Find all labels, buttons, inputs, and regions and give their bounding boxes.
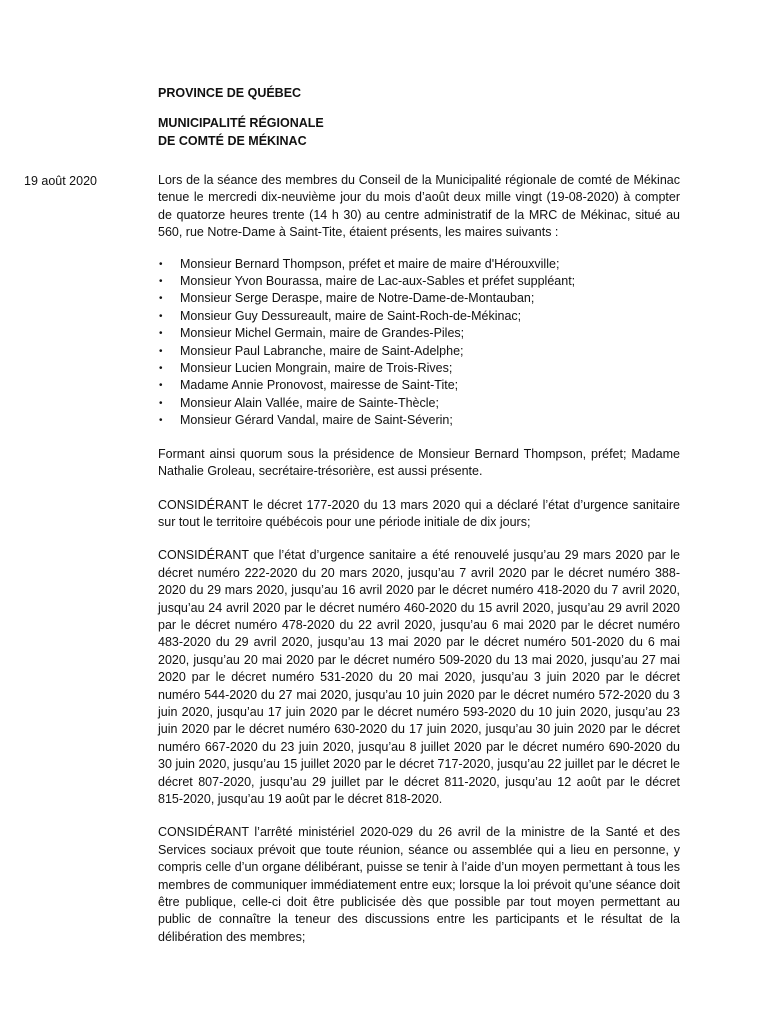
mayor-entry: Monsieur Bernard Thompson, préfet et maire de maire d'Hérouxville; [180, 256, 560, 271]
bullet-icon: • [159, 397, 163, 409]
list-item [158, 412, 680, 429]
mayors-list [158, 256, 680, 430]
bullet-icon: • [159, 293, 163, 305]
intro-paragraph: Lors de la séance des membres du Conseil de la Municipalité régionale de comté de Mékinac tenue le mercredi dix-neuvième jour du mois d’août deux mille vingt (19-08-2020) à compter de quatorze heures trente (14 h 30) au centre administratif de la MRC de Mékinac, situé au 560, rue Notre-Dame à Saint-Tite, étaient présents, les maires suivants : [158, 173, 680, 240]
bullet-icon: • [159, 276, 163, 288]
considerant-paragraph-2: CONSIDÉRANT que l’état d’urgence sanitaire a été renouvelé jusqu’au 29 mars 2020 par le décret numéro 222-2020 du 20 mars 2020, jusqu’au 7 avril 2020 par le décret numéro 388-2020 du 29 mars 2020, jusqu’au 16 avril 2020 par le décret numéro 418-2020 du 7 avril 2020, jusqu’au 24 avril 2020 par le décret numéro 460-2020 du 15 avril 2020, jusqu’au 29 avril 2020 par le décret numéro 478-2020 du 22 avril 2020, jusqu’au 6 mai 2020 par le décret numéro 483-2020 du 29 avril 2020, jusqu’au 13 mai 2020 par le décret numéro 501-2020 du 6 mai 2020, jusqu’au 20 mai 2020 par le décret numéro 509-2020 du 13 mai 2020, jusqu’au 27 mai 2020 par le décret numéro 531-2020 du 20 mai 2020, jusqu’au 3 juin 2020 par le décret numéro 544-2020 du 27 mai 2020, jusqu’au 10 juin 2020 par le décret numéro 572-2020 du 3 juin 2020, jusqu’au 17 juin 2020 par le décret numéro 593-2020 du 10 juin 2020, jusqu’au 23 juin 2020 par le décret numéro 630-2020 du 17 juin 2020, jusqu’au 30 juin 2020 par le décret numéro 667-2020 du 23 juin 2020, jusqu’au 8 juillet 2020 par le décret numéro 690-2020 du 30 juin 2020, jusqu’au 15 juillet 2020 par le décret 717-2020, jusqu’au 22 juillet par le décret le décret 807-2020, jusqu’au 29 juillet par le décret 811-2020, jusqu’au 12 août par le décret 815-2020, jusqu’au 19 août par le décret 818-2020. [158, 548, 680, 806]
quorum-paragraph: Formant ainsi quorum sous la présidence de Monsieur Bernard Thompson, préfet; Madame Nathalie Groleau, secrétaire-trésorière, est aussi présente. [158, 446, 680, 479]
list-item [158, 308, 680, 325]
mayor-entry: Monsieur Michel Germain, maire de Grandes-Piles; [180, 326, 465, 341]
mrc-heading-line-1: MUNICIPALITÉ RÉGIONALE [158, 116, 324, 130]
bullet-icon: • [159, 380, 163, 392]
province-heading: PROVINCE DE QUÉBEC [158, 86, 302, 100]
list-item [158, 290, 680, 307]
list-item [158, 273, 680, 290]
mayor-entry: Monsieur Gérard Vandal, maire de Saint-Séverin; [180, 413, 453, 428]
mayor-entry: Monsieur Lucien Mongrain, maire de Trois-Rives; [180, 361, 453, 376]
bullet-icon: • [159, 258, 163, 270]
considerant-paragraph-3: CONSIDÉRANT l’arrêté ministériel 2020-029 du 26 avril de la ministre de la Santé et des Services sociaux prévoit que toute réunion, séance ou assemblée qui a lieu en personne, y compris celle d’un organe délibérant, puisse se tenir à l’aide d’un moyen permettant à tous les membres de communiquer immédiatement entre eux; lorsque la loi prévoit qu’une séance doit être publique, celle-ci doit être publicisée dès que possible par tout moyen permettant au public de connaître la teneur des discussions entre les participants et le résultat de la délibération des membres; [158, 825, 680, 944]
list-item [158, 395, 680, 412]
document-header [158, 84, 688, 150]
bullet-icon: • [159, 363, 163, 375]
bullet-icon: • [159, 310, 163, 322]
list-item [158, 343, 680, 360]
mayor-entry: Monsieur Paul Labranche, maire de Saint-Adelphe; [180, 343, 464, 358]
mayor-entry: Monsieur Alain Vallée, maire de Sainte-Thècle; [180, 395, 439, 410]
bullet-icon: • [159, 328, 163, 340]
mayor-entry: Madame Annie Pronovost, mairesse de Saint-Tite; [180, 378, 459, 393]
margin-date: 19 août 2020 [24, 174, 97, 188]
mrc-heading-line-2: DE COMTÉ DE MÉKINAC [158, 134, 307, 148]
mayor-entry: Monsieur Serge Deraspe, maire de Notre-Dame-de-Montauban; [180, 291, 535, 306]
considerant-paragraph-1: CONSIDÉRANT le décret 177-2020 du 13 mars 2020 qui a déclaré l’état d’urgence sanitaire sur tout le territoire québécois pour une période initiale de dix jours; [158, 497, 680, 529]
bullet-icon: • [159, 345, 163, 357]
mayor-entry: Monsieur Guy Dessureault, maire de Saint-Roch-de-Mékinac; [180, 308, 522, 323]
bullet-icon: • [159, 415, 163, 427]
list-item [158, 256, 680, 273]
list-item [158, 377, 680, 394]
list-item [158, 360, 680, 377]
mayor-entry: Monsieur Yvon Bourassa, maire de Lac-aux-Sables et préfet suppléant; [180, 274, 576, 289]
list-item [158, 325, 680, 342]
minutes-body [158, 172, 680, 962]
